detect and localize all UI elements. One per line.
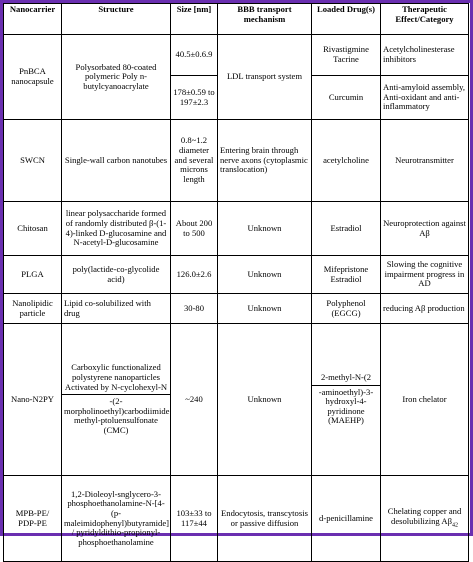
table-row (4, 35, 469, 76)
cell-effect: Acetylcholinesterase inhibitors (381, 35, 469, 76)
cell-structure: Single-wall carbon nanotubes (62, 120, 171, 202)
cell-divider (62, 394, 170, 395)
cell-size: ~240 (171, 324, 218, 476)
cell-drug: d-penicillamine (312, 476, 381, 562)
cell-size: 40.5±0.6.9 (171, 35, 218, 76)
nanocarrier-table (3, 3, 469, 562)
drug-part: 2-methyl-N-(2 (320, 371, 372, 382)
cell-size: 0.8~1.2 diameter and several microns length (171, 120, 218, 202)
cell-carrier: Nano-N2PY (4, 324, 62, 476)
cell-mechanism: Unknown (218, 256, 312, 294)
table-row (4, 202, 469, 256)
cell-effect: Neuroprotection against Aβ (381, 202, 469, 256)
cell-drug: Polyphenol (EGCG) (312, 294, 381, 324)
effect-text: Chelating copper and desolubilizing Aβ (387, 506, 462, 527)
structure-part: Carboxylic functionalized polystyrene nanoparticles Activated by N-cyclohexyl-N (64, 362, 168, 392)
cell-mechanism: Unknown (218, 202, 312, 256)
cell-structure: 1,2-Dioleoyl-snglycero-3-phosphoethanolamine-N-[4-(p-maleimidophenyl)butyramide] / pyridyldithio-propionyl-phosphoethanolamine (62, 476, 171, 562)
structure-part: -(2-morpholinoethyl)carbodiimide methyl-ptoluensulfonate (CMC) (64, 396, 170, 436)
cell-carrier: Chitosan (4, 202, 62, 256)
cell-size: About 200 to 500 (171, 202, 218, 256)
table-row (4, 256, 469, 294)
cell-carrier: PLGA (4, 256, 62, 294)
cell-effect (381, 476, 469, 562)
cell-effect: reducing Aβ production (381, 294, 469, 324)
cell-effect: Neurotransmitter (381, 120, 469, 202)
cell-carrier: SWCN (4, 120, 62, 202)
table-row (4, 324, 469, 476)
cell-divider (312, 385, 380, 386)
cell-structure (62, 324, 171, 476)
cell-drug: Curcumin (312, 76, 381, 120)
cell-drug: Mifepristone Estradiol (312, 256, 381, 294)
table-row (4, 120, 469, 202)
cell-mechanism: Unknown (218, 324, 312, 476)
cell-mechanism: LDL transport system (218, 35, 312, 120)
cell-carrier: MPB-PE/ PDP-PE (4, 476, 62, 562)
table-row (4, 476, 469, 562)
header-row (4, 4, 469, 35)
cell-drug (312, 324, 381, 476)
header-structure: Structure (62, 4, 171, 35)
header-therapeutic-effect: Therapeutic Effect/Category (381, 4, 469, 35)
cell-effect: Anti-amyloid assembly, Anti-oxidant and anti-inflammatory (381, 76, 469, 120)
header-nanocarrier: Nanocarrier (4, 4, 62, 35)
header-size: Size [nm] (171, 4, 218, 35)
cell-effect: Iron chelator (381, 324, 469, 476)
drug-part: -aminoethyl)-3-hydroxyl-4-pyridinone (MAEHP) (318, 386, 374, 426)
cell-mechanism: Entering brain through nerve axons (cytoplasmic translocation) (218, 120, 312, 202)
cell-mechanism: Unknown (218, 294, 312, 324)
cell-carrier: PnBCA nanocapsule (4, 35, 62, 120)
cell-structure: linear polysaccharide formed of randomly distributed β-(1-4)-linked D-glucosamine and N-acetyl-D-glucosamine (62, 202, 171, 256)
header-bbb-transport: BBB transport mechanism (218, 4, 312, 35)
cell-drug: Estradiol (312, 202, 381, 256)
cell-structure: poly(lactide-co-glycolide acid) (62, 256, 171, 294)
header-loaded-drugs: Loaded Drug(s) (312, 4, 381, 35)
cell-size: 178±0.59 to 197±2.3 (171, 76, 218, 120)
cell-size: 126.0±2.6 (171, 256, 218, 294)
cell-structure: Polysorbated 80-coated polymeric Poly n-butylcyanoacrylate (62, 35, 171, 120)
table-row (4, 294, 469, 324)
cell-size: 30-80 (171, 294, 218, 324)
cell-drug: acetylcholine (312, 120, 381, 202)
cell-size: 103±33 to 117±44 (171, 476, 218, 562)
cell-carrier: Nanolipidic particle (4, 294, 62, 324)
cell-mechanism: Endocytosis, transcytosis or passive diffusion (218, 476, 312, 562)
cell-structure: Lipid co-solubilized with drug (62, 294, 171, 324)
effect-subscript: 42 (451, 522, 458, 529)
cell-drug: Rivastigmine Tacrine (312, 35, 381, 76)
cell-effect: Slowing the cognitive impairment progress in AD (381, 256, 469, 294)
